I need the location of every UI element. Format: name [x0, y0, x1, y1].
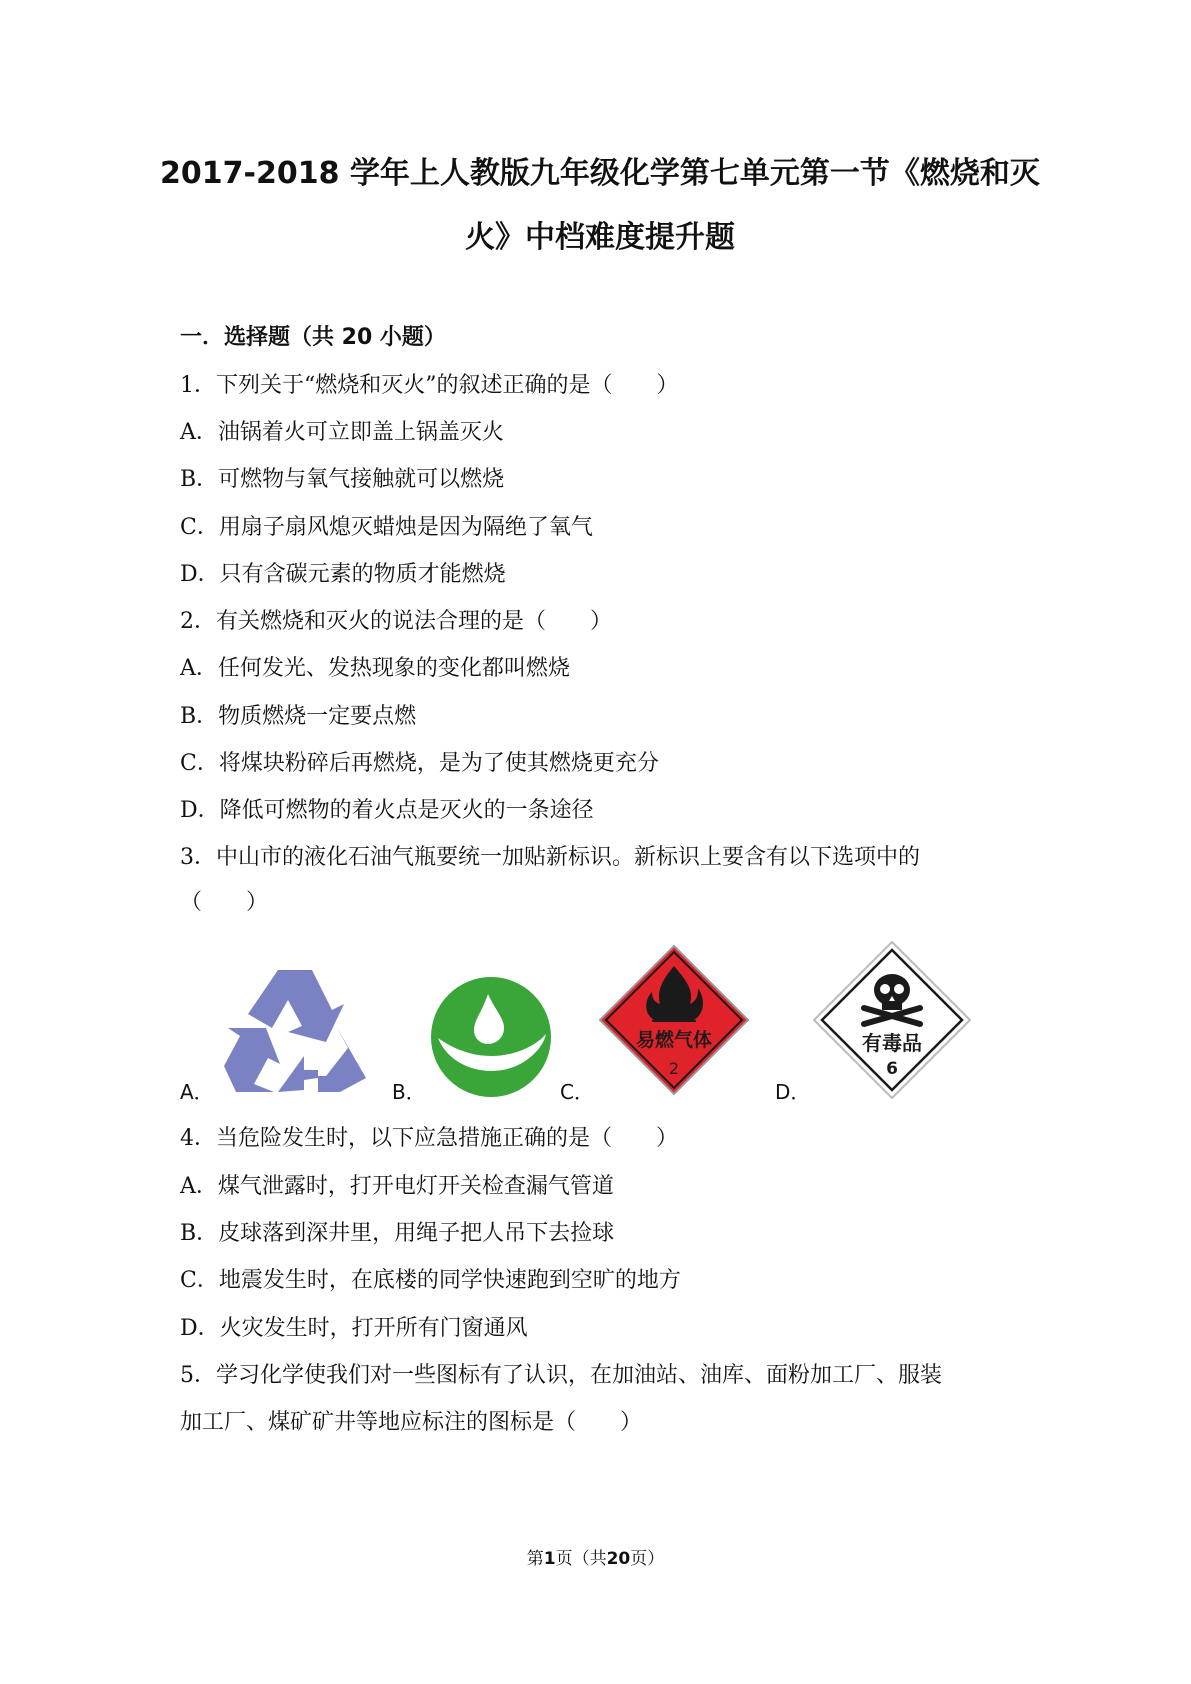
- question-3-option-d-label: D．: [775, 1080, 811, 1104]
- question-4-stem: 4．当危险发生时，以下应急措施正确的是（ ）: [180, 1126, 678, 1151]
- footer-pre: 第: [526, 1549, 544, 1569]
- toxic-sign-icon: [812, 940, 972, 1100]
- question-3-stem: 3．中山市的液化石油气瓶要统一加贴新标识。新标识上要含有以下选项中的: [180, 845, 920, 870]
- question-3-option-c-label: C．: [560, 1080, 594, 1104]
- question-1-option-b: B．可燃物与氧气接触就可以燃烧: [180, 467, 505, 492]
- question-3-option-b-label: B．: [392, 1080, 426, 1104]
- flammable-sign-text: 易燃气体: [635, 1029, 713, 1051]
- question-5-stem: 5．学习化学使我们对一些图标有了认识，在加油站、油库、面粉加工厂、服装: [180, 1363, 942, 1388]
- question-4-option-a: A．煤气泄露时，打开电灯开关检查漏气管道: [180, 1174, 614, 1199]
- page-footer: [0, 1547, 1191, 1571]
- question-3-option-a-label: A．: [180, 1080, 214, 1104]
- question-1-option-d: D．只有含碳元素的物质才能燃烧: [180, 562, 506, 587]
- question-4-option-c: C．地震发生时，在底楼的同学快速跑到空旷的地方: [180, 1268, 681, 1293]
- footer-total-pages: 20: [606, 1549, 631, 1569]
- question-4-option-b: B．皮球落到深井里，用绳子把人吊下去捡球: [180, 1221, 615, 1246]
- question-2-option-a: A．任何发光、发热现象的变化都叫燃烧: [180, 656, 570, 681]
- question-1-option-a: A．油锅着火可立即盖上锅盖灭火: [180, 420, 504, 445]
- question-2-option-b: B．物质燃烧一定要点燃: [180, 704, 417, 729]
- footer-mid: 页（共: [555, 1549, 607, 1569]
- toxic-sign-number: 6: [886, 1059, 898, 1079]
- question-3-stem-cont: （ ）: [180, 890, 269, 915]
- question-2-option-d: D．降低可燃物的着火点是灭火的一条途径: [180, 798, 594, 823]
- question-2-stem: 2．有关燃烧和灭火的说法合理的是（ ）: [180, 609, 612, 634]
- document-title-line-1: 2017-2018 学年上人教版九年级化学第七单元第一节《燃烧和灭: [160, 156, 1040, 191]
- question-5-stem-cont: 加工厂、煤矿矿井等地应标注的图标是（ ）: [180, 1410, 643, 1435]
- toxic-sign-text: 有毒品: [862, 1031, 922, 1055]
- flammable-sign-number: 2: [668, 1059, 680, 1078]
- question-1-stem: 1．下列关于“燃烧和灭火”的叙述正确的是（ ）: [180, 373, 679, 398]
- footer-post: 页）: [630, 1549, 665, 1569]
- question-4-option-d: D．火灾发生时，打开所有门窗通风: [180, 1316, 528, 1341]
- flammable-gas-sign-icon: [598, 944, 750, 1096]
- water-saving-icon: [430, 976, 552, 1098]
- question-2-option-c: C．将煤块粉碎后再燃烧，是为了使其燃烧更充分: [180, 751, 659, 776]
- recycle-icon: [218, 966, 368, 1098]
- footer-page-number: 1: [543, 1549, 556, 1569]
- question-1-option-c: C．用扇子扇风熄灭蜡烛是因为隔绝了氧气: [180, 515, 593, 540]
- section-heading: 一．选择题（共 20 小题）: [180, 325, 446, 350]
- document-title-line-2: 火》中档难度提升题: [465, 220, 735, 255]
